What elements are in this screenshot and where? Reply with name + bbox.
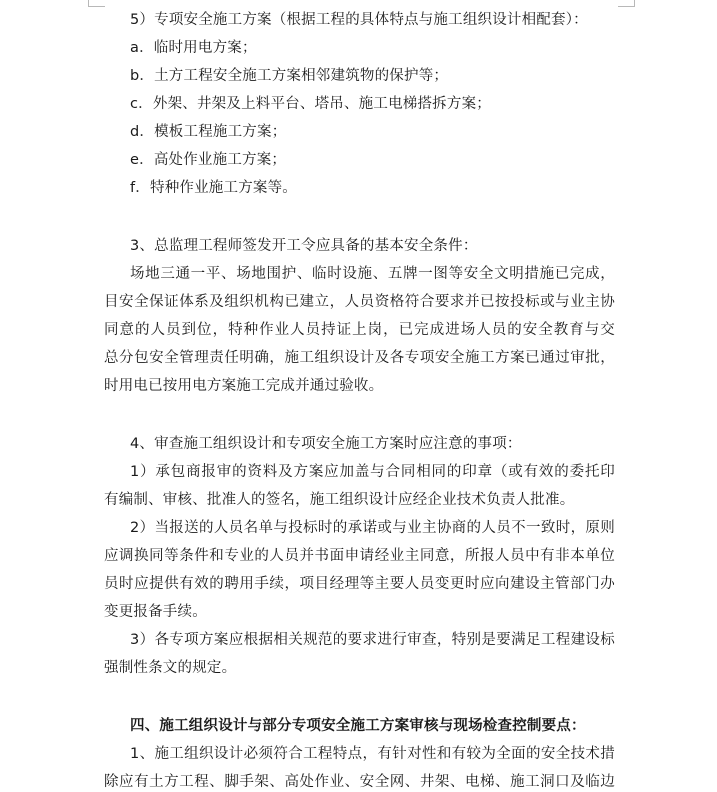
text-line: d．模板工程施工方案； — [130, 124, 287, 140]
text-line: 应调换同等条件和专业的人员并书面申请经业主同意，所报人员中有非本单位 — [104, 548, 615, 564]
text-line: c．外架、井架及上料平台、塔吊、施工电梯搭拆方案； — [130, 96, 491, 112]
text-line: 除应有土方工程、脚手架、高处作业、安全网、井架、电梯、施工洞口及临边 — [104, 774, 615, 790]
text-line: 强制性条文的规定。 — [104, 660, 237, 676]
text-line: 总分包安全管理责任明确，施工组织设计及各专项安全施工方案已通过审批， — [104, 350, 615, 366]
text-line: 目安全保证体系及组织机构已建立，人员资格符合要求并已按投标或与业主协 — [104, 294, 615, 310]
text-line: 场地三通一平、场地围护、临时设施、五牌一图等安全文明措施已完成， — [130, 266, 615, 282]
text-line: 1）承包商报审的资料及方案应加盖与合同相同的印章（或有效的委托印 — [130, 464, 615, 480]
text-line: 员时应提供有效的聘用手续，项目经理等主要人员变更时应向建设主管部门办 — [104, 576, 615, 592]
text-line: 2）当报送的人员名单与投标时的承诺或与业主协商的人员不一致时，原则 — [130, 520, 615, 536]
text-line: 变更报备手续。 — [104, 604, 207, 620]
text-line: 四、施工组织设计与部分专项安全施工方案审核与现场检查控制要点： — [130, 718, 586, 734]
text-line: 时用电已按用电方案施工完成并通过验收。 — [104, 378, 384, 394]
text-line: 5）专项安全施工方案（根据工程的具体特点与施工组织设计相配套）： — [130, 12, 588, 28]
page-corner-mark-right — [618, 0, 635, 7]
text-line: 3、总监理工程师签发开工令应具备的基本安全条件： — [130, 238, 478, 254]
text-line: 3）各专项方案应根据相关规范的要求进行审查，特别是要满足工程建设标 — [130, 632, 615, 648]
text-line: f．特种作业施工方案等。 — [130, 180, 298, 196]
page-corner-mark-left — [88, 0, 105, 7]
text-line: 同意的人员到位，特种作业人员持证上岗，已完成进场人员的安全教育与交 — [104, 322, 615, 338]
text-line: e．高处作业施工方案； — [130, 152, 287, 168]
text-line: 1、施工组织设计必须符合工程特点，有针对性和有较为全面的安全技术措 — [130, 746, 615, 762]
text-line: 有编制、审核、批准人的签名，施工组织设计应经企业技术负责人批准。 — [104, 492, 575, 508]
text-line: 4、审查施工组织设计和专项安全施工方案时应注意的事项： — [130, 436, 522, 452]
text-line: a．临时用电方案； — [130, 40, 257, 56]
text-line: b．土方工程安全施工方案相邻建筑物的保护等； — [130, 68, 449, 84]
